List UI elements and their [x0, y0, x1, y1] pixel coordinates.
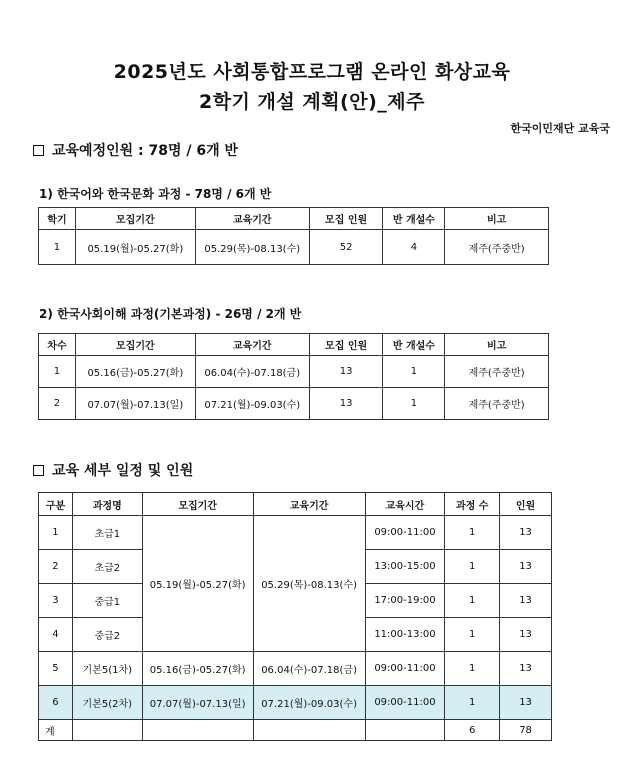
table-cell: 13 — [309, 356, 383, 388]
course1-subtitle: 1) 한국어와 한국문화 과정 - 78명 / 6개 반 — [39, 187, 272, 201]
merged-edu-period: 05.29(목)-08.13(수) — [253, 516, 365, 652]
people-count: 13 — [500, 686, 552, 720]
people-count: 13 — [500, 618, 552, 652]
header-cell: 차수 — [39, 334, 76, 356]
row-number: 1 — [39, 516, 73, 550]
section-enrollment-title: 교육예정인원 : 78명 / 6개 반 — [52, 143, 239, 159]
table-cell: 05.16(금)-05.27(화) — [75, 356, 195, 388]
header-cell: 모집 인원 — [309, 208, 383, 230]
table-cell: 07.07(월)-07.13(일) — [75, 388, 195, 420]
header-cell: 비고 — [445, 208, 549, 230]
course-count: 1 — [445, 686, 500, 720]
section-schedule-title: 교육 세부 일정 및 인원 — [52, 463, 194, 479]
table-cell: 제주(주중반) — [445, 388, 549, 420]
total-people-count: 78 — [500, 720, 552, 741]
header-cell: 모집기간 — [75, 208, 195, 230]
course-name: 초급2 — [72, 550, 142, 584]
edu-time: 09:00-11:00 — [365, 686, 445, 720]
row-number: 6 — [39, 686, 73, 720]
course-count: 1 — [445, 618, 500, 652]
table-cell: 제주(주중반) — [445, 356, 549, 388]
header-cell: 교육시간 — [365, 493, 445, 516]
header-cell: 과정 수 — [445, 493, 500, 516]
edu-time: 09:00-11:00 — [365, 652, 445, 686]
course-name: 기본5(2차) — [72, 686, 142, 720]
empty-cell — [365, 720, 445, 741]
header-cell: 모집기간 — [75, 334, 195, 356]
table-cell: 4 — [383, 230, 445, 265]
total-label: 계 — [39, 720, 73, 741]
total-course-count: 6 — [445, 720, 500, 741]
people-count: 13 — [500, 584, 552, 618]
course1-table — [38, 207, 549, 265]
edu-time: 11:00-13:00 — [365, 618, 445, 652]
table-header-row — [39, 493, 552, 516]
header-cell: 비고 — [445, 334, 549, 356]
header-cell: 모집 인원 — [309, 334, 383, 356]
header-cell: 교육기간 — [195, 208, 309, 230]
edu-time: 13:00-15:00 — [365, 550, 445, 584]
total-row — [39, 720, 552, 741]
table-cell: 1 — [383, 356, 445, 388]
course-name: 중급1 — [72, 584, 142, 618]
row-number: 2 — [39, 550, 73, 584]
section-schedule-heading — [33, 460, 193, 480]
course-count: 1 — [445, 652, 500, 686]
row-number: 3 — [39, 584, 73, 618]
header-cell: 모집기간 — [142, 493, 253, 516]
edu-period: 06.04(수)-07.18(금) — [253, 652, 365, 686]
course2-table — [38, 333, 549, 420]
schedule-table — [38, 492, 552, 741]
recruit-period: 05.16(금)-05.27(화) — [142, 652, 253, 686]
table-header-row — [39, 334, 549, 356]
table-row — [39, 356, 549, 388]
empty-cell — [72, 720, 142, 741]
people-count: 13 — [500, 516, 552, 550]
course-count: 1 — [445, 550, 500, 584]
table-cell: 제주(주중반) — [445, 230, 549, 265]
table-cell: 52 — [309, 230, 383, 265]
header-cell: 구분 — [39, 493, 73, 516]
people-count: 13 — [500, 652, 552, 686]
header-cell: 인원 — [500, 493, 552, 516]
course-name: 중급2 — [72, 618, 142, 652]
merged-recruit-period: 05.19(월)-05.27(화) — [142, 516, 253, 652]
table-cell: 07.21(월)-09.03(수) — [195, 388, 309, 420]
checkbox-square-icon — [33, 465, 44, 476]
edu-period: 07.21(월)-09.03(수) — [253, 686, 365, 720]
header-cell: 교육기간 — [195, 334, 309, 356]
course-count: 1 — [445, 584, 500, 618]
table-cell: 05.29(목)-08.13(수) — [195, 230, 309, 265]
row-number: 4 — [39, 618, 73, 652]
table-cell: 1 — [383, 388, 445, 420]
edu-time: 17:00-19:00 — [365, 584, 445, 618]
table-cell: 1 — [39, 230, 76, 265]
edu-time: 09:00-11:00 — [365, 516, 445, 550]
table-row — [39, 652, 552, 686]
table-row — [39, 230, 549, 265]
course2-subtitle: 2) 한국사회이해 과정(기본과정) - 26명 / 2개 반 — [39, 307, 302, 321]
table-row — [39, 388, 549, 420]
checkbox-square-icon — [33, 145, 44, 156]
table-row — [39, 516, 552, 550]
people-count: 13 — [500, 550, 552, 584]
course-name: 기본5(1차) — [72, 652, 142, 686]
course-name: 초급1 — [72, 516, 142, 550]
table-cell: 05.19(월)-05.27(화) — [75, 230, 195, 265]
header-cell: 반 개설수 — [383, 208, 445, 230]
table-header-row — [39, 208, 549, 230]
course-count: 1 — [445, 516, 500, 550]
table-row-highlighted — [39, 686, 552, 720]
document-title: 2025년도 사회통합프로그램 온라인 화상교육 — [113, 61, 511, 83]
table-cell: 1 — [39, 356, 76, 388]
header-cell: 반 개설수 — [383, 334, 445, 356]
organization-name: 한국이민재단 교육국 — [510, 122, 610, 135]
table-cell: 06.04(수)-07.18(금) — [195, 356, 309, 388]
recruit-period: 07.07(월)-07.13(일) — [142, 686, 253, 720]
empty-cell — [253, 720, 365, 741]
table-cell: 2 — [39, 388, 76, 420]
document-subtitle: 2학기 개설 계획(안)_제주 — [198, 91, 425, 113]
empty-cell — [142, 720, 253, 741]
header-cell: 과정명 — [72, 493, 142, 516]
section-enrollment-heading — [33, 140, 238, 160]
header-cell: 교육기간 — [253, 493, 365, 516]
row-number: 5 — [39, 652, 73, 686]
header-cell: 학기 — [39, 208, 76, 230]
table-cell: 13 — [309, 388, 383, 420]
